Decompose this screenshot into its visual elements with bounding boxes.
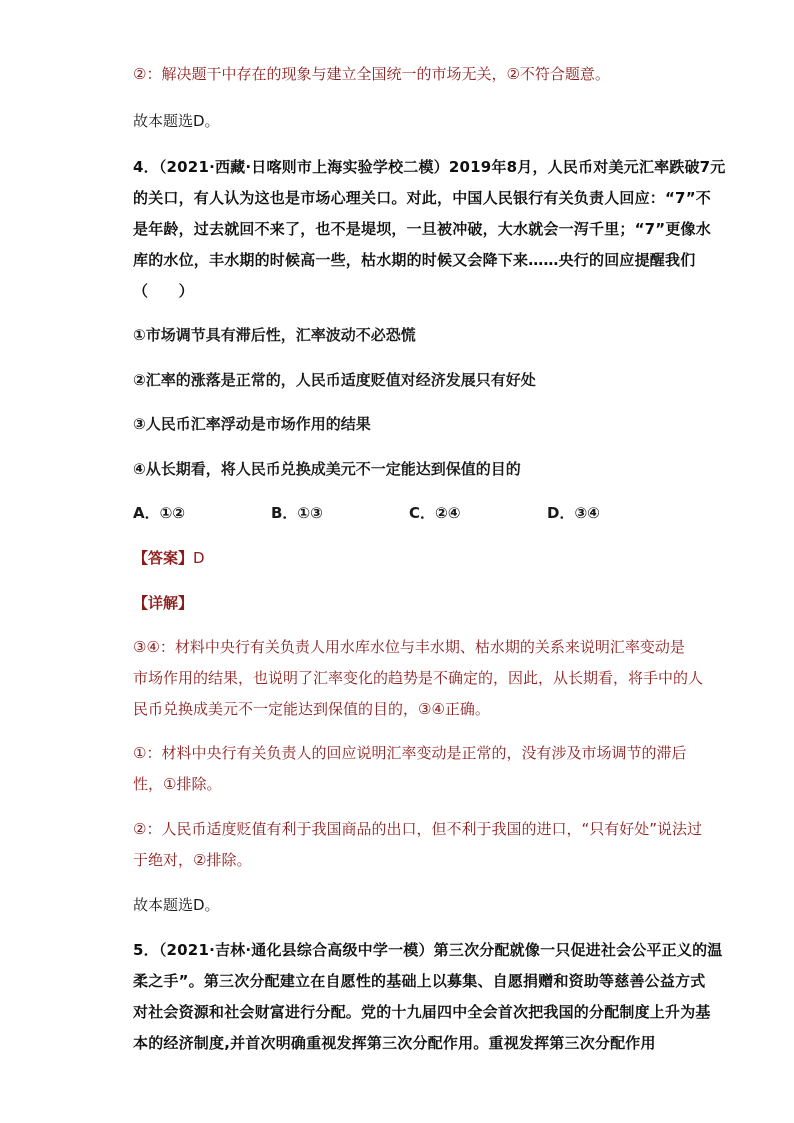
q4-conclusion: 故本题选D。 bbox=[133, 896, 220, 914]
answer-value: D bbox=[193, 549, 205, 567]
q4-statement-2: ②汇率的涨落是正常的，人民币适度贬值对经济发展只有好处 bbox=[133, 371, 536, 389]
q4-detail-label: 【详解】 bbox=[133, 594, 194, 612]
q4-stem-line-3: 是年龄，过去就回不来了，也不是堤坝，一旦被冲破，大水就会一泻千里；“7”更像水 bbox=[133, 220, 711, 238]
q4-option-b: B．①③ bbox=[271, 504, 323, 522]
q4-option-a: A．①② bbox=[133, 504, 186, 522]
q4-statement-4: ④从长期看，将人民币兑换成美元不一定能达到保值的目的 bbox=[133, 460, 521, 478]
q4-stem-line-4: 库的水位，丰水期的时候高一些，枯水期的时候又会降下来……央行的回应提醒我们 bbox=[133, 251, 696, 269]
q5-stem-line-1: 5．（2021·吉林·通化县综合高级中学一模）第三次分配就像一只促进社会公平正义的温 bbox=[133, 941, 723, 959]
q4-stem-line-2: 的关口，有人认为这也是市场心理关口。对此，中国人民银行有关负责人回应：“7”不 bbox=[133, 189, 711, 207]
q5-stem-line-2: 柔之手”。第三次分配建立在自愿性的基础上以募集、自愿捐赠和资助等慈善公益方式 bbox=[133, 972, 706, 990]
q4-detail-line-7: 于绝对，②排除。 bbox=[133, 851, 252, 869]
q4-detail-line-5: 性，①排除。 bbox=[133, 775, 222, 793]
q4-detail-line-6: ②：人民币适度贬值有利于我国商品的出口，但不利于我国的进口，“只有好处”说法过 bbox=[133, 820, 702, 838]
prev-detail-line: ②：解决题干中存在的现象与建立全国统一的市场无关，②不符合题意。 bbox=[133, 65, 610, 83]
answer-label: 【答案】 bbox=[133, 549, 194, 567]
q4-stem-blank: （ ） bbox=[133, 282, 194, 300]
q4-statement-1: ①市场调节具有滞后性，汇率波动不必恐慌 bbox=[133, 326, 416, 344]
q4-stem-line-1: 4．（2021·西藏·日喀则市上海实验学校二模）2019年8月，人民币对美元汇率跌破7元 bbox=[133, 158, 726, 176]
q4-statement-3: ③人民币汇率浮动是市场作用的结果 bbox=[133, 415, 371, 433]
q4-option-c: C．②④ bbox=[409, 504, 461, 522]
q4-detail-line-2: 市场作用的结果，也说明了汇率变化的趋势是不确定的，因此，从长期看，将手中的人 bbox=[133, 669, 704, 687]
q5-stem-line-3: 对社会资源和社会财富进行分配。党的十九届四中全会首次把我国的分配制度上升为基 bbox=[133, 1003, 711, 1021]
q4-detail-line-4: ①：材料中央行有关负责人的回应说明汇率变动是正常的，没有涉及市场调节的滞后 bbox=[133, 744, 687, 762]
q5-stem-line-4: 本的经济制度,并首次明确重视发挥第三次分配作用。重视发挥第三次分配作用 bbox=[133, 1034, 656, 1052]
q4-option-d: D．③④ bbox=[547, 504, 600, 522]
q4-detail-line-3: 民币兑换成美元不一定能达到保值的目的，③④正确。 bbox=[133, 700, 490, 718]
q4-detail-line-1: ③④：材料中央行有关负责人用水库水位与丰水期、枯水期的关系来说明汇率变动是 bbox=[133, 638, 685, 656]
prev-conclusion: 故本题选D。 bbox=[133, 112, 220, 130]
q4-answer bbox=[133, 548, 673, 568]
